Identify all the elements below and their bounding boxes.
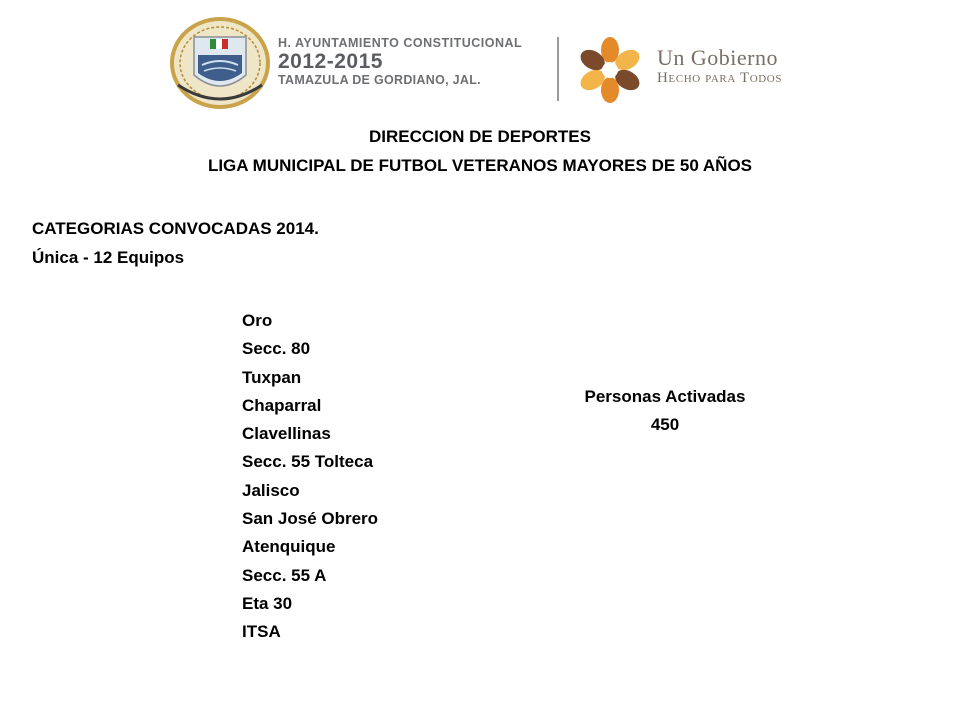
team-item: Clavellinas — [242, 424, 331, 444]
teams-list — [242, 309, 378, 649]
header — [160, 15, 850, 110]
activated-people-value: 450 — [650, 415, 680, 434]
team-item: Atenquique — [242, 537, 336, 557]
team-item: Chaparral — [242, 395, 322, 415]
government-flower-logo — [575, 35, 645, 105]
municipality-title: H. AYUNTAMIENTO CONSTITUCIONAL — [278, 36, 523, 50]
team-item: San José Obrero — [242, 509, 379, 529]
team-item: Jalisco — [242, 480, 300, 500]
header-divider — [557, 37, 559, 101]
team-item: Tuxpan — [242, 367, 302, 387]
slogan-line-1: Un Gobierno — [657, 45, 778, 70]
team-item: ITSA — [242, 622, 281, 642]
government-slogan — [657, 47, 782, 87]
team-item: Secc. 55 Tolteca — [242, 452, 374, 472]
municipality-name-block — [278, 35, 522, 88]
department-title: DIRECCION DE DEPORTES — [369, 127, 591, 146]
activated-people-block — [545, 385, 785, 441]
team-item: Secc. 80 — [242, 339, 311, 359]
league-title: LIGA MUNICIPAL DE FUTBOL VETERANOS MAYORES DE 50 AÑOS — [207, 156, 753, 175]
categories-detail: Única - 12 Equipos — [32, 248, 185, 267]
municipality-location: TAMAZULA DE GORDIANO, JAL. — [278, 73, 481, 87]
slogan-line-2: Hecho para Todos — [657, 70, 783, 86]
municipal-seal-logo — [168, 15, 273, 110]
administration-period: 2012-2015 — [278, 50, 383, 73]
categories-heading: CATEGORIAS CONVOCADAS 2014. — [32, 219, 319, 238]
team-item: Secc. 55 A — [242, 565, 327, 585]
team-item: Eta 30 — [242, 593, 293, 613]
activated-people-label: Personas Activadas — [584, 387, 746, 406]
team-item: Oro — [242, 311, 273, 330]
